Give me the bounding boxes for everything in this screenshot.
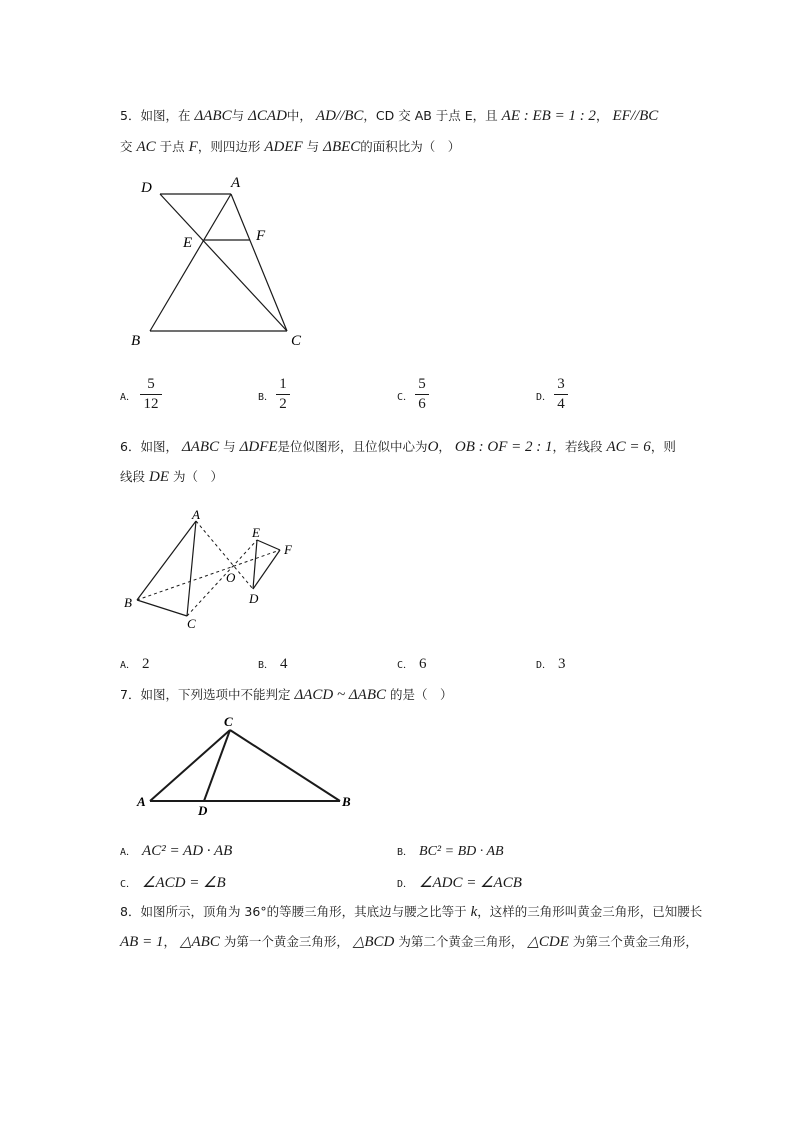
q5-option-c[interactable]: C． (397, 392, 414, 403)
q5-label-e: E (183, 235, 193, 251)
q5-label-f: F (256, 228, 266, 244)
q5-label-d: D (141, 180, 152, 196)
q7-number: 7． (120, 687, 141, 702)
q6-label-f: F (284, 542, 292, 557)
q7-option-d[interactable]: D． ∠ADC = ∠ACB (397, 875, 522, 891)
q7-label-a: A (137, 794, 146, 809)
q5-option-b-fraction: 1 2 (276, 376, 290, 413)
q5-number: 5． (120, 108, 141, 123)
q6-option-d[interactable]: D． 3 (536, 656, 566, 672)
q5-text-line2: 交 AC 于点 F，则四边形 ADEF 与 ΔBEC的面积比为（ ） (120, 139, 461, 155)
q5-label-a: A (231, 175, 241, 191)
q6-option-a[interactable]: A． 2 (120, 656, 150, 672)
q6-option-c[interactable]: C． 6 (397, 656, 427, 672)
q7-label-c: C (224, 714, 233, 729)
q5-option-d[interactable]: D． (536, 392, 553, 403)
q5-label-b: B (131, 333, 141, 349)
q5-option-c-fraction: 5 6 (415, 376, 429, 413)
q8-text-line2: AB = 1， △ABC 为第一个黄金三角形， △BCD 为第二个黄金三角形， △CDE 为第三个黄金三角形， (120, 934, 698, 950)
q5-option-d-fraction: 3 4 (554, 376, 568, 413)
q6-text-line1: 6．如图， ΔABC 与 ΔDFE是位似图形，且位似中心为O， OB : OF = 2 : 1，若线段 AC = 6，则 (120, 439, 676, 455)
q5-option-a-fraction: 5 12 (140, 376, 162, 413)
q6-label-o: O (226, 570, 236, 585)
q5-option-a[interactable]: A． (120, 392, 137, 403)
q7-label-b: B (342, 794, 351, 809)
q5-label-c: C (291, 333, 302, 349)
q6-label-d: D (249, 591, 259, 606)
q6-label-a: A (192, 507, 200, 522)
q8-text-line1: 8．如图所示，顶角为 36°的等腰三角形，其底边与腰之比等于 k，这样的三角形叫黄金三角形，已知腰长 (120, 904, 703, 920)
q7-text-line1: 7．如图，下列选项中不能判定 ΔACD ~ ΔABC 的是（ ） (120, 687, 453, 703)
q7-label-d: D (198, 803, 208, 818)
q7-option-a[interactable]: A． AC² = AD · AB (120, 843, 233, 859)
q6-text-line2: 线段 DE 为（ ） (120, 469, 223, 485)
q7-option-b[interactable]: B． BC² = BD · AB (397, 844, 504, 859)
q7-segment-cb (230, 730, 340, 801)
q5-text-line1: 5．如图，在 ΔABC与 ΔCAD中， AD//BC，CD 交 AB 于点 E，且 AE : EB = 1 : 2， EF//BC (120, 108, 659, 124)
q6-number: 6． (120, 439, 141, 454)
q6-label-e: E (252, 525, 260, 540)
q8-number: 8． (120, 904, 141, 919)
q6-label-c: C (187, 616, 196, 631)
q6-option-b[interactable]: B． 4 (258, 656, 288, 672)
q5-option-b[interactable]: B． (258, 392, 275, 403)
q6-label-b: B (124, 595, 132, 610)
q7-option-c[interactable]: C． ∠ACD = ∠B (120, 875, 226, 891)
